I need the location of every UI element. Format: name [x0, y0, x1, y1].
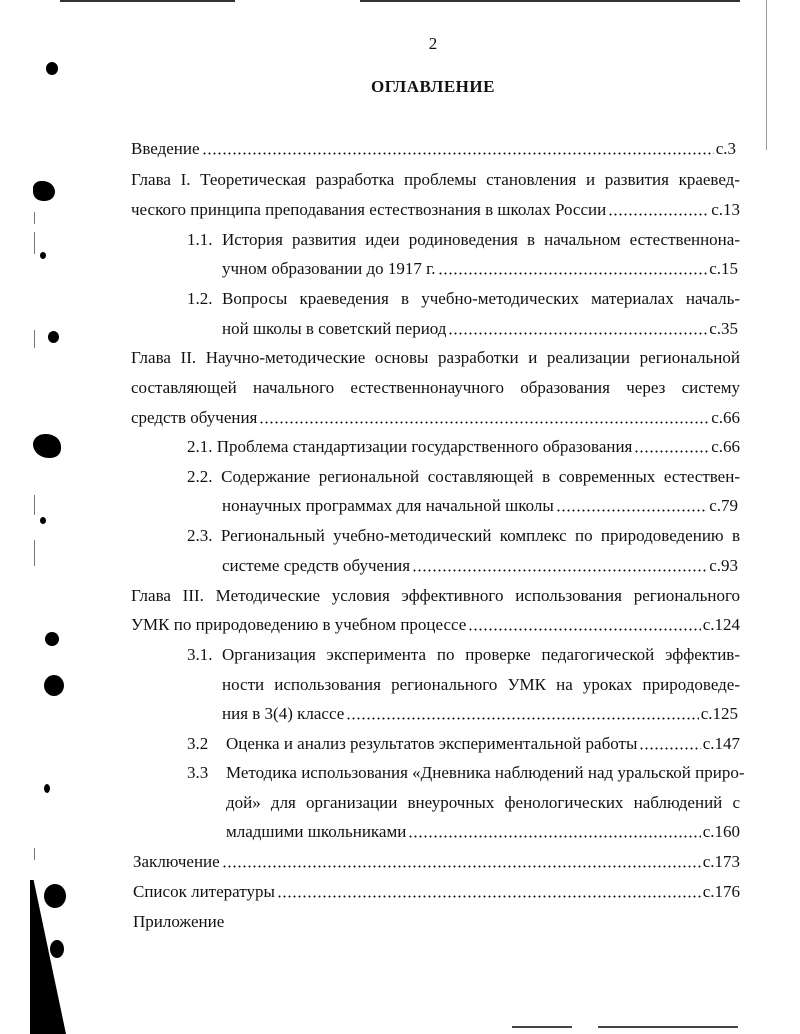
toc-section-3-3: [226, 822, 740, 842]
toc-entry-title: системе средств обучения: [222, 556, 411, 575]
toc-entry-title: УМК по природоведению в учебном процессе: [131, 615, 467, 634]
punch-hole-mark: [33, 181, 55, 201]
toc-page-ref: с.176: [702, 882, 740, 901]
punch-hole-mark: [48, 331, 59, 343]
toc-chapter-2: [131, 408, 740, 428]
leader-dots: [412, 569, 707, 572]
toc-section-3-1: [222, 704, 738, 724]
scan-mark: [34, 330, 35, 348]
toc-section-3-1-line2: ности использования регионального УМК на уроках природоведе-: [222, 675, 740, 694]
toc-section-3-2: [226, 734, 740, 754]
leader-dots: [639, 747, 700, 750]
toc-page-ref: с.15: [709, 259, 738, 278]
leader-dots: [222, 865, 701, 868]
leader-dots: [448, 332, 707, 335]
punch-hole-mark: [44, 784, 50, 793]
leader-dots: [202, 152, 714, 155]
toc-section-1-2-line1: Вопросы краеведения в учебно-методических материалах началь-: [222, 289, 740, 308]
leader-dots: [634, 450, 709, 453]
punch-hole-mark: [44, 884, 66, 908]
toc-page-ref: с.93: [709, 556, 738, 575]
toc-entry-title: младшими школьниками: [226, 822, 407, 841]
punch-hole-mark: [40, 252, 46, 259]
toc-section-1-1-line1: История развития идеи родиноведения в начальном естественнона-: [222, 230, 740, 249]
toc-page-ref: с.160: [702, 822, 740, 841]
toc-entry-title: нонаучных программах для начальной школы: [222, 496, 554, 515]
scan-edge-bottom: [512, 1026, 572, 1028]
toc-section-2-3-line1: 2.3. Региональный учебно-методический комплекс по природоведению в: [187, 526, 740, 545]
leader-dots: [408, 835, 700, 838]
toc-chapter-1: [131, 200, 740, 220]
toc-chapter-3: [131, 615, 740, 635]
toc-page-ref: с.3: [715, 139, 736, 158]
leader-dots: [556, 509, 707, 512]
toc-chapter-2-line1: Глава II. Научно-методические основы разработки и реализации региональной: [131, 348, 740, 367]
toc-entry-title: 2.1. Проблема стандартизации государственного образования: [187, 437, 633, 456]
leader-dots: [346, 717, 698, 720]
toc-section-1-2: [222, 319, 738, 339]
toc-entry-references: [133, 882, 740, 902]
toc-page-ref: с.125: [700, 704, 738, 723]
toc-entry-title: Оценка и анализ результатов экспериментальной работы: [226, 734, 638, 753]
scan-mark: [34, 212, 35, 224]
punch-hole-mark: [45, 632, 59, 646]
page-title: ОГЛАВЛЕНИЕ: [371, 77, 495, 96]
toc-section-2-3: [222, 556, 738, 576]
toc-page-ref: с.147: [702, 734, 740, 753]
scan-mark: [34, 495, 35, 515]
toc-entry-conclusion: [133, 852, 740, 872]
toc-entry-title: средств обучения: [131, 408, 258, 427]
scan-edge-bottom: [598, 1026, 738, 1028]
toc-section-2-1: [187, 437, 740, 457]
toc-entry-title: ной школы в советский период: [222, 319, 447, 338]
toc-page-ref: с.79: [709, 496, 738, 515]
scan-edge-right: [766, 0, 767, 150]
toc-entry-title: Введение: [131, 139, 200, 158]
toc-section-3-3-line2: дой» для организации внеурочных фенологических наблюдений с: [226, 793, 740, 812]
toc-entry-title: учном образовании до 1917 г.: [222, 259, 436, 278]
toc-entry-title: Список литературы: [133, 882, 275, 901]
leader-dots: [468, 628, 700, 631]
scan-edge-top: [360, 0, 740, 2]
toc-entry-title: Заключение: [133, 852, 220, 871]
toc-entry-title: ния в 3(4) классе: [222, 704, 345, 723]
toc-section-2-2-line1: 2.2. Содержание региональной составляющей в современных естествен-: [187, 467, 740, 486]
toc-section-3-3-line1: Методика использования «Дневника наблюдений над уральской приро-: [226, 763, 745, 782]
scan-mark: [34, 232, 35, 254]
toc-chapter-3-line1: Глава III. Методические условия эффективного использования регионального: [131, 586, 740, 605]
toc-chapter-1-line1: Глава I. Теоретическая разработка проблемы становления и развития краевед-: [131, 170, 740, 189]
punch-hole-mark: [50, 940, 64, 958]
punch-hole-mark: [46, 62, 58, 75]
toc-page-ref: с.124: [702, 615, 740, 634]
toc-entry-appendix: Приложение: [133, 912, 225, 931]
toc-chapter-2-line2: составляющей начального естественнонаучного образования через систему: [131, 378, 740, 397]
toc-section-2-2: [222, 496, 738, 516]
punch-hole-mark: [33, 434, 61, 458]
toc-section-number: 3.1.: [187, 645, 213, 664]
scan-mark: [34, 848, 35, 860]
toc-section-3-1-line1: Организация эксперимента по проверке педагогической эффектив-: [222, 645, 740, 664]
punch-hole-mark: [40, 517, 46, 524]
toc-section-1-1: [222, 259, 738, 279]
toc-page-ref: с.66: [711, 437, 740, 456]
punch-hole-mark: [44, 675, 64, 696]
page-number: 2: [428, 34, 438, 53]
toc-section-number: 1.1.: [187, 230, 213, 249]
toc-page-ref: с.66: [711, 408, 740, 427]
toc-page-ref: с.35: [709, 319, 738, 338]
toc-entry-title: ческого принципа преподавания естествознания в школах России: [131, 200, 607, 219]
scan-mark: [34, 540, 35, 566]
toc-page-ref: с.173: [702, 852, 740, 871]
leader-dots: [438, 272, 708, 275]
leader-dots: [277, 895, 701, 898]
toc-section-number: 1.2.: [187, 289, 213, 308]
toc-section-number: 3.2: [187, 734, 209, 753]
scan-edge-top: [60, 0, 235, 2]
leader-dots: [259, 421, 709, 424]
toc-section-number: 3.3: [187, 763, 209, 782]
toc-page-ref: с.13: [711, 200, 740, 219]
leader-dots: [608, 213, 709, 216]
toc-entry-intro: [131, 139, 736, 159]
